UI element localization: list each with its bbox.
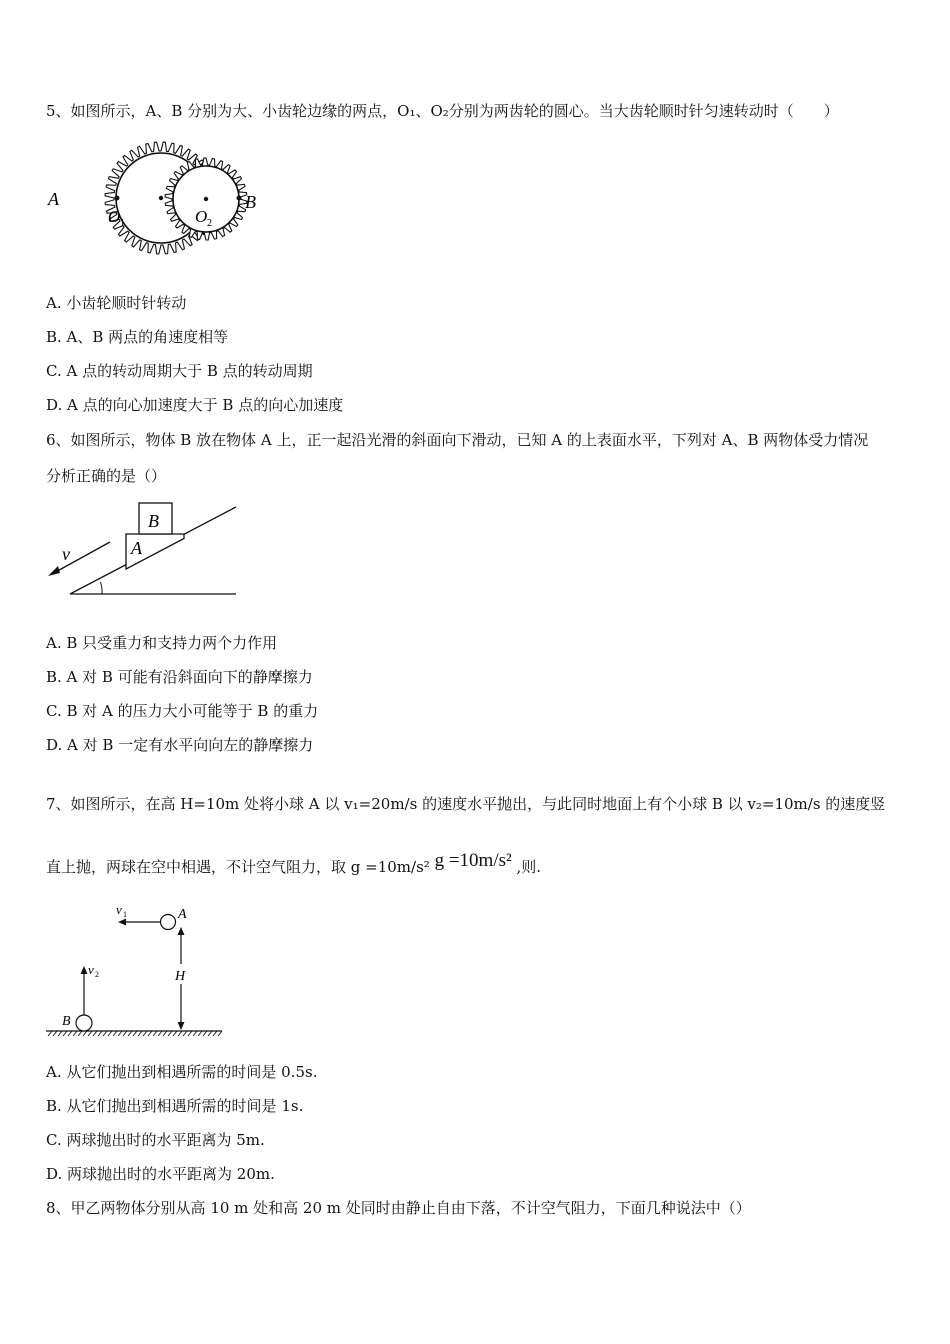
q7-projectile-figure	[44, 898, 228, 1040]
q6-incline-figure	[40, 498, 250, 602]
label-o1-sub: 1	[120, 218, 125, 229]
hatch-line	[83, 1031, 87, 1036]
label-v1: v	[116, 902, 122, 917]
label-ball-b: B	[62, 1014, 71, 1029]
q7-stem-tail: ,则.	[516, 858, 542, 876]
label-o2-sub: 2	[207, 218, 212, 229]
q7-stem-text: 直上抛，两球在空中相遇，不计空气阻力，取 g =10m/s²	[46, 858, 430, 876]
q6-option-c[interactable]: C. B 对 A 的压力大小可能等于 B 的重力	[46, 702, 319, 720]
center-o2-dot	[204, 197, 208, 201]
hatch-line	[133, 1031, 137, 1036]
v1-arrowhead	[118, 919, 126, 926]
height-arrowhead-bottom	[178, 1022, 185, 1030]
q7-option-d[interactable]: D. 两球抛出时的水平距离为 20m.	[46, 1165, 275, 1183]
q7-option-c[interactable]: C. 两球抛出时的水平距离为 5m.	[46, 1131, 265, 1149]
q5-option-b[interactable]: B. A、B 两点的角速度相等	[46, 328, 229, 346]
q5-gear-figure	[44, 138, 274, 260]
hatch-line	[73, 1031, 77, 1036]
hatch-line	[68, 1031, 72, 1036]
q8-stem: 8、甲乙两物体分别从高 10 m 处和高 20 m 处同时由静止自由下落，不计空气阻力，下面几种说法中（）	[46, 1199, 751, 1217]
label-v: v	[62, 544, 70, 564]
height-arrowhead-top	[178, 927, 185, 935]
hatch-line	[183, 1031, 187, 1036]
q5-stem: 5、如图所示，A、B 分别为大、小齿轮边缘的两点，O₁、O₂分别为两齿轮的圆心。当大齿轮顺时针匀速转动时（ ）	[46, 102, 839, 120]
hatch-line	[138, 1031, 142, 1036]
label-o1: O	[108, 207, 121, 226]
hatch-line	[63, 1031, 67, 1036]
hatch-line	[128, 1031, 132, 1036]
q7-option-b[interactable]: B. 从它们抛出到相遇所需的时间是 1s.	[46, 1097, 304, 1115]
hatch-line	[58, 1031, 62, 1036]
q6-option-d[interactable]: D. A 对 B 一定有水平向向左的静摩擦力	[46, 736, 314, 754]
q7-option-a[interactable]: A. 从它们抛出到相遇所需的时间是 0.5s.	[46, 1063, 318, 1081]
hatch-line	[168, 1031, 172, 1036]
ball-b	[76, 1015, 92, 1031]
ground-hatching	[48, 1031, 222, 1036]
hatch-line	[93, 1031, 97, 1036]
hatch-line	[163, 1031, 167, 1036]
hatch-line	[193, 1031, 197, 1036]
hatch-line	[108, 1031, 112, 1036]
angle-arc	[101, 582, 103, 594]
center-o1-dot	[159, 196, 163, 200]
q5-option-c[interactable]: C. A 点的转动周期大于 B 点的转动周期	[46, 362, 313, 380]
hatch-line	[118, 1031, 122, 1036]
hatch-line	[153, 1031, 157, 1036]
hatch-line	[173, 1031, 177, 1036]
hatch-line	[123, 1031, 127, 1036]
q6-option-b[interactable]: B. A 对 B 可能有沿斜面向下的静摩擦力	[46, 668, 313, 686]
label-b: B	[245, 192, 256, 212]
q7-formula: g =10m/s²	[434, 850, 512, 871]
hatch-line	[113, 1031, 117, 1036]
hatch-line	[158, 1031, 162, 1036]
hatch-line	[188, 1031, 192, 1036]
hatch-line	[78, 1031, 82, 1036]
point-b-dot	[237, 196, 242, 201]
hatch-line	[213, 1031, 217, 1036]
q5-option-d[interactable]: D. A 点的向心加速度大于 B 点的向心加速度	[46, 396, 344, 414]
velocity-arrow	[52, 542, 110, 574]
label-v1-sub: 1	[123, 910, 127, 919]
q5-option-a[interactable]: A. 小齿轮顺时针转动	[46, 294, 187, 312]
hatch-line	[48, 1031, 52, 1036]
v2-arrowhead	[81, 966, 88, 974]
label-h: H	[175, 969, 186, 984]
q6-stem-line2: 分析正确的是（）	[46, 467, 167, 485]
hatch-line	[98, 1031, 102, 1036]
q6-stem-line1: 6、如图所示，物体 B 放在物体 A 上，正一起沿光滑的斜面向下滑动，已知 A 的上表面水平，下列对 A、B 两物体受力情况	[46, 431, 869, 449]
label-block-b: B	[148, 511, 159, 531]
ball-a	[161, 915, 176, 930]
hatch-line	[148, 1031, 152, 1036]
hatch-line	[203, 1031, 207, 1036]
label-v2-sub: 2	[95, 970, 99, 979]
hatch-line	[88, 1031, 92, 1036]
q7-stem-line1: 7、如图所示，在高 H=10m 处将小球 A 以 v₁=20m/s 的速度水平抛出，与此同时地面上有个小球 B 以 v₂=10m/s 的速度竖	[46, 795, 886, 813]
hatch-line	[143, 1031, 147, 1036]
label-a: A	[48, 189, 59, 209]
point-a-dot	[115, 196, 120, 201]
hatch-line	[103, 1031, 107, 1036]
label-o2: O	[195, 207, 208, 226]
label-v2: v	[88, 962, 94, 977]
hatch-line	[208, 1031, 212, 1036]
hatch-line	[198, 1031, 202, 1036]
hatch-line	[218, 1031, 222, 1036]
label-block-a: A	[131, 538, 142, 558]
q6-option-a[interactable]: A. B 只受重力和支持力两个力作用	[46, 634, 278, 652]
velocity-arrowhead	[48, 566, 60, 576]
hatch-line	[53, 1031, 57, 1036]
label-ball-a: A	[178, 907, 187, 922]
q7-stem-line2	[46, 850, 542, 877]
hatch-line	[178, 1031, 182, 1036]
